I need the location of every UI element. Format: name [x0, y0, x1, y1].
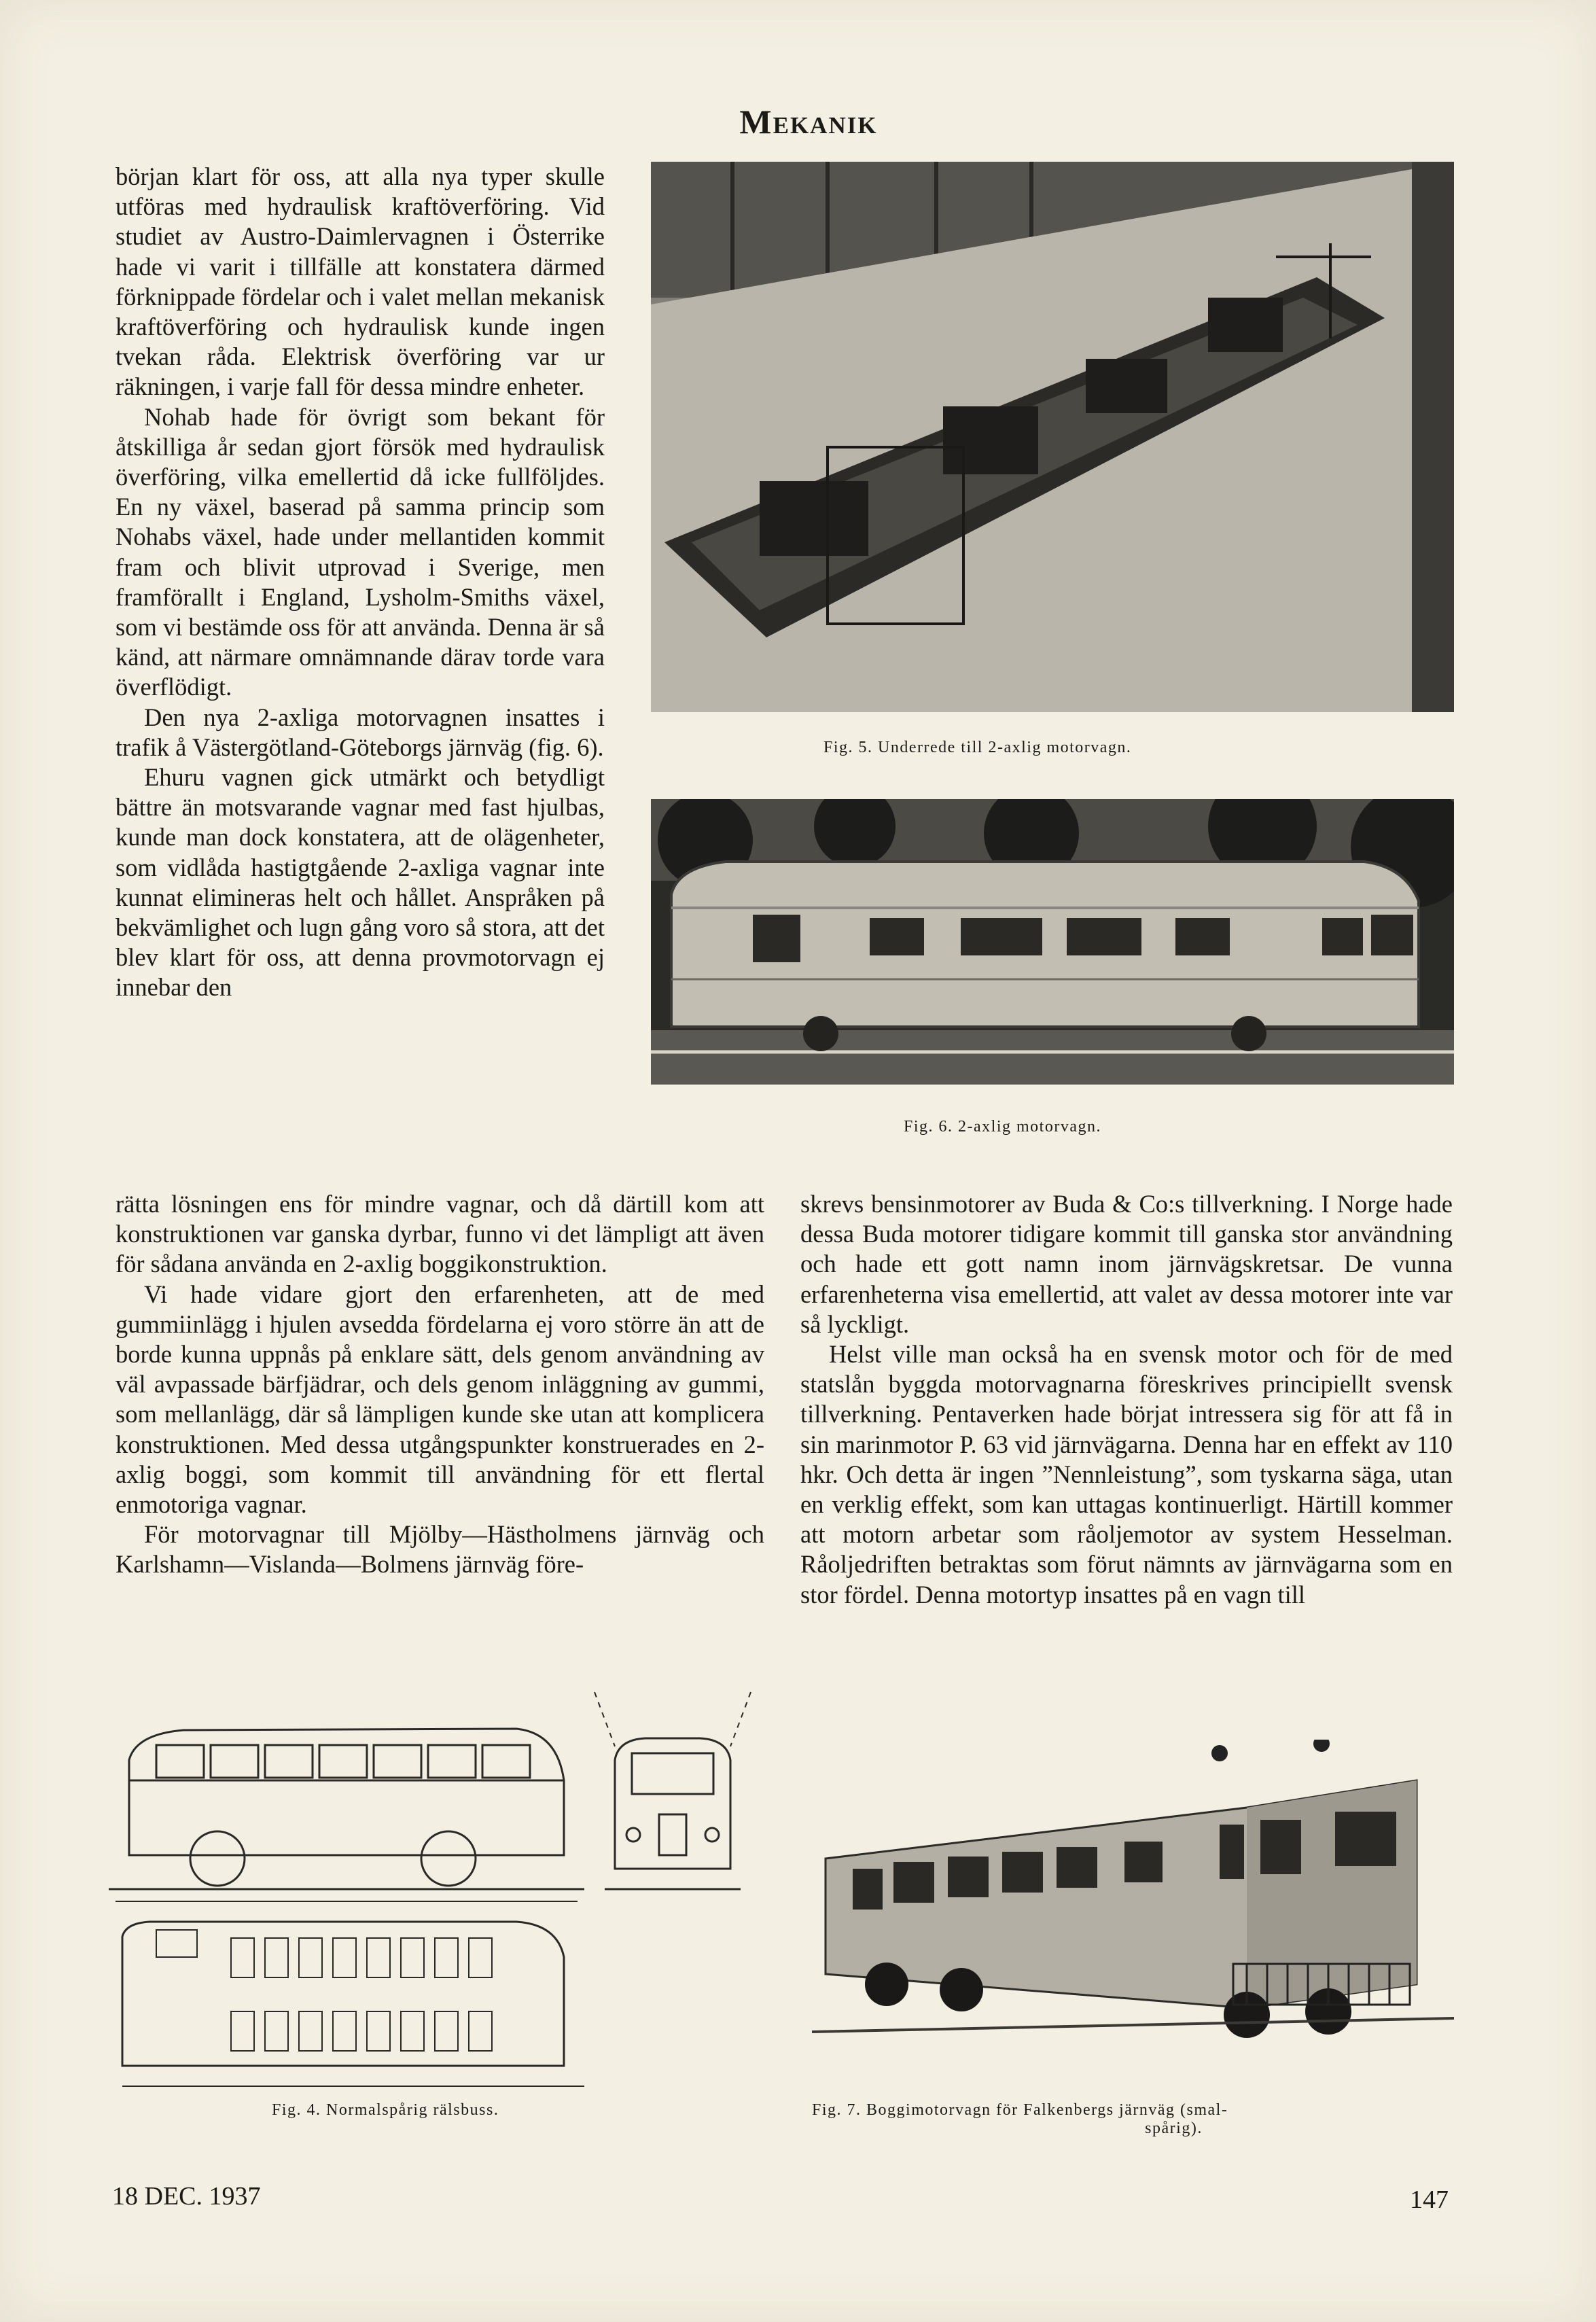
figure-4-drawing [109, 1685, 754, 2100]
figure-7-photo [812, 1740, 1454, 2045]
paragraph: början klart för oss, att alla nya typer skulle utföras med hydraulisk kraftöverföring. Vid studiet av Austro-Daimlervagnen i Österrike hade vi varit i tillfälle att konstatera därmed förknippade fördelar och i valet mellan mekanisk kraftöverföring och hydraulisk kunde ingen tvekan råda. Elektrisk överföring var ur räkningen, i varje fall för dessa mindre enheter. [116, 162, 605, 401]
paragraph: Den nya 2-axliga motorvagnen insattes i trafik å Västergötland-Göteborgs järnväg (fig. 6). [116, 703, 605, 761]
footer-date: 18 DEC. 1937 [112, 2182, 261, 2211]
paragraph: skrevs bensinmotorer av Buda & Co:s tillverkning. I Norge hade dessa Buda motorer tidigare kommit till ganska stor användning och hade ett gott namn inom järnvägskretsar. De vunna erfarenheterna visa emellertid, att valet av dessa motorer inte var så lyckligt. [800, 1190, 1453, 1338]
text-column-left-wide [116, 1189, 764, 1580]
figure-6-caption: Fig. 6. 2-axlig motorvagn. [904, 1118, 1101, 1136]
figure-5-caption: Fig. 5. Underrede till 2-axlig motorvagn. [823, 739, 1132, 756]
figure-7-caption [812, 2101, 1454, 2138]
figure-5-photo [651, 162, 1454, 712]
page-number: 147 [1410, 2185, 1449, 2214]
paragraph: Helst ville man också ha en svensk motor och för de med statslån byggda motorvagnarna föreskrives principiellt svensk tillverkning. Pentaverken hade börjat intressera sig för att få in sin marinmotor P. 63 vid järnvägarna. Denna har en effekt av 110 hkr. Och detta är ingen ”Nennleistung”, som tyskarna säga, utan en verklig effekt, som kan uttagas kontinuerligt. Härtill kommer att motorn arbetar som råoljemotor av system Hesselman. Råoljedriften betraktas som förut nämnts av järnvägarna som en stor fördel. Denna motortyp insattes på en vagn till [800, 1340, 1453, 1608]
section-header: Mekanik [739, 103, 878, 141]
paragraph: Vi hade vidare gjort den erfarenheten, att de med gummiinlägg i hjulen avsedda fördelarna ej voro större än att de borde kunna uppnås på enklare sätt, dels genom användning av väl avpassade bärfjädrar, och dels genom inläggning av gummi, som mellanlägg, där så lämpligen kunde ske utan att komplicera konstruktionen. Med dessa utgångspunkter konstruerades en 2-axlig boggi, som kommit till användning för ett flertal enmotoriga vagnar. [116, 1280, 764, 1519]
figure-6-photo [651, 799, 1454, 1085]
figure-7-caption-line-1: Fig. 7. Boggimotorvagn för Falkenbergs järnväg (smal- [812, 2101, 1228, 2119]
paragraph: Ehuru vagnen gick utmärkt och betydligt bättre än motsvarande vagnar med fast hjulbas, kunde man dock konstatera, att de olägenheter, som vidlåda hastigtgående 2-axliga vagnar inte kunnat elimineras helt och hållet. Anspråken på bekvämlighet och lugn gång voro så stora, att det blev klart för oss, att denna provmotorvagn ej innebar den [116, 763, 605, 1002]
paragraph: För motorvagnar till Mjölby—Hästholmens järnväg och Karlshamn—Vislanda—Bolmens järnväg före- [116, 1520, 764, 1579]
text-column-left [116, 162, 605, 1003]
text-column-right [800, 1189, 1453, 1610]
figure-4-caption: Fig. 4. Normalspårig rälsbuss. [272, 2101, 499, 2119]
paragraph: Nohab hade för övrigt som bekant för åtskilliga år sedan gjort försök med hydraulisk överföring, vilka emellertid då icke fullföljdes. En ny växel, baserad på samma princip som Nohabs växel, hade under mellantiden kommit fram och blivit utprovad i Sverige, men framförallt i England, Lysholm-Smiths växel, som vi bestämde oss för att använda. Denna är så känd, att närmare omnämnande därav torde vara överflödigt. [116, 402, 605, 701]
paragraph: rätta lösningen ens för mindre vagnar, och då därtill kom att konstruktionen var ganska dyrbar, funno vi det lämpligt att även för sådana använda en 2-axlig boggikonstruktion. [116, 1190, 764, 1278]
figure-7-caption-line-2: spårig). [1145, 2119, 1203, 2137]
